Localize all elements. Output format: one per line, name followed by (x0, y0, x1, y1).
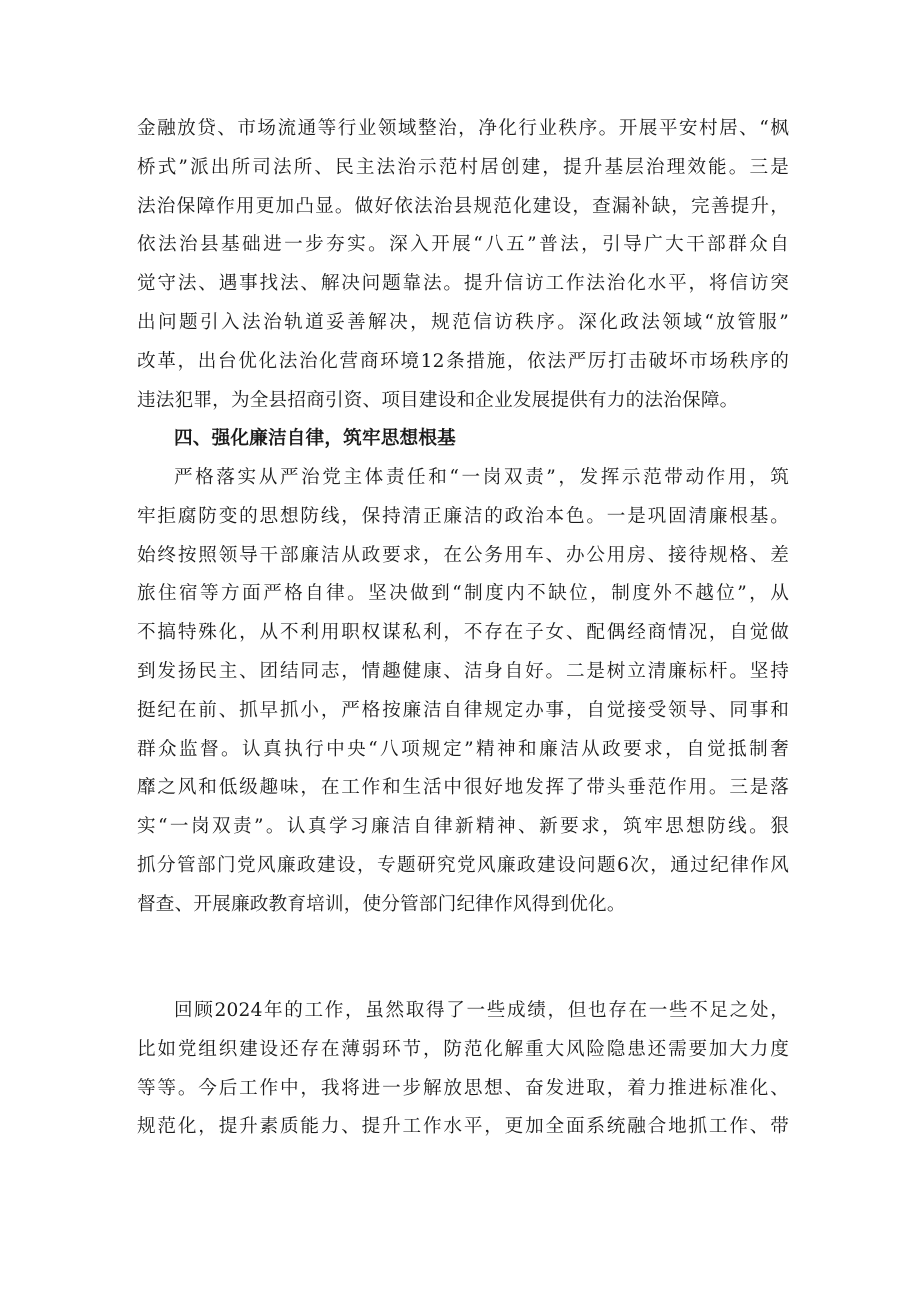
paragraph-review (137, 992, 789, 1147)
text-line: 比如党组织建设还存在薄弱环节，防范化解重大风险隐患还需要加大力度 (137, 1038, 789, 1060)
paragraph-rule-of-law (137, 110, 789, 420)
text-line: 出问题引入法治轨道妥善解决，规范信访秩序。深化政法领域“放管服” (137, 311, 789, 333)
text-line: 抓分管部门党风廉政建设，专题研究党风廉政建设问题6次，通过纪律作风 (137, 854, 789, 876)
text-line: 旅住宿等方面严格自律。坚决做到“制度内不缺位，制度外不越位”，从 (137, 583, 789, 605)
text-line: 不搞特殊化，从不利用职权谋私利，不存在子女、配偶经商情况，自觉做 (137, 622, 789, 644)
text-line: 等等。今后工作中，我将进一步解放思想、奋发进取，着力推进标准化、 (137, 1077, 789, 1099)
text-line: 督查、开展廉政教育培训，使分管部门纪律作风得到优化。 (137, 893, 626, 915)
text-line: 金融放贷、市场流通等行业领域整治，净化行业秩序。开展平安村居、“枫 (137, 118, 789, 139)
paragraph-integrity (137, 459, 789, 925)
text-line: 违法犯罪，为全县招商引资、项目建设和企业发展提供有力的法治保障。 (137, 389, 739, 411)
text-line: 规范化，提升素质能力、提升工作水平，更加全面系统融合地抓工作、带 (137, 1116, 789, 1138)
text-line: 桥式”派出所司法所、民主法治示范村居创建，提升基层治理效能。三是 (137, 156, 789, 178)
section-heading-4 (137, 420, 789, 459)
text-line: 回顾2024年的工作，虽然取得了一些成绩，但也存在一些不足之处， (174, 1000, 789, 1021)
text-line: 法治保障作用更加凸显。做好依法治县规范化建设，查漏补缺，完善提升， (137, 195, 789, 217)
text-line: 牢拒腐防变的思想防线，保持清正廉洁的政治本色。一是巩固清廉根基。 (137, 505, 789, 527)
text-line: 始终按照领导干部廉洁从政要求，在公务用车、办公用房、接待规格、差 (137, 544, 789, 566)
text-line: 群众监督。认真执行中央“八项规定”精神和廉洁从政要求，自觉抵制奢 (137, 738, 789, 760)
text-line: 依法治县基础进一步夯实。深入开展“八五”普法，引导广大干部群众自 (137, 234, 789, 256)
text-line: 改革，出台优化法治化营商环境12条措施，依法严厉打击破坏市场秩序的 (137, 350, 789, 372)
text-line: 实“一岗双责”。认真学习廉洁自律新精神、新要求，筑牢思想防线。狠 (137, 816, 789, 838)
text-line: 觉守法、遇事找法、解决问题靠法。提升信访工作法治化水平，将信访突 (137, 273, 789, 295)
text-line: 挺纪在前、抓早抓小，严格按廉洁自律规定办事，自觉接受领导、同事和 (137, 699, 789, 721)
heading-text: 四、强化廉洁自律，筑牢思想根基 (174, 428, 456, 449)
text-line: 靡之风和低级趣味，在工作和生活中很好地发挥了带头垂范作用。三是落 (137, 777, 789, 799)
text-line: 严格落实从严治党主体责任和“一岗双责”，发挥示范带动作用，筑 (174, 467, 789, 488)
text-line: 到发扬民主、团结同志，情趣健康、洁身自好。二是树立清廉标杆。坚持 (137, 660, 789, 682)
